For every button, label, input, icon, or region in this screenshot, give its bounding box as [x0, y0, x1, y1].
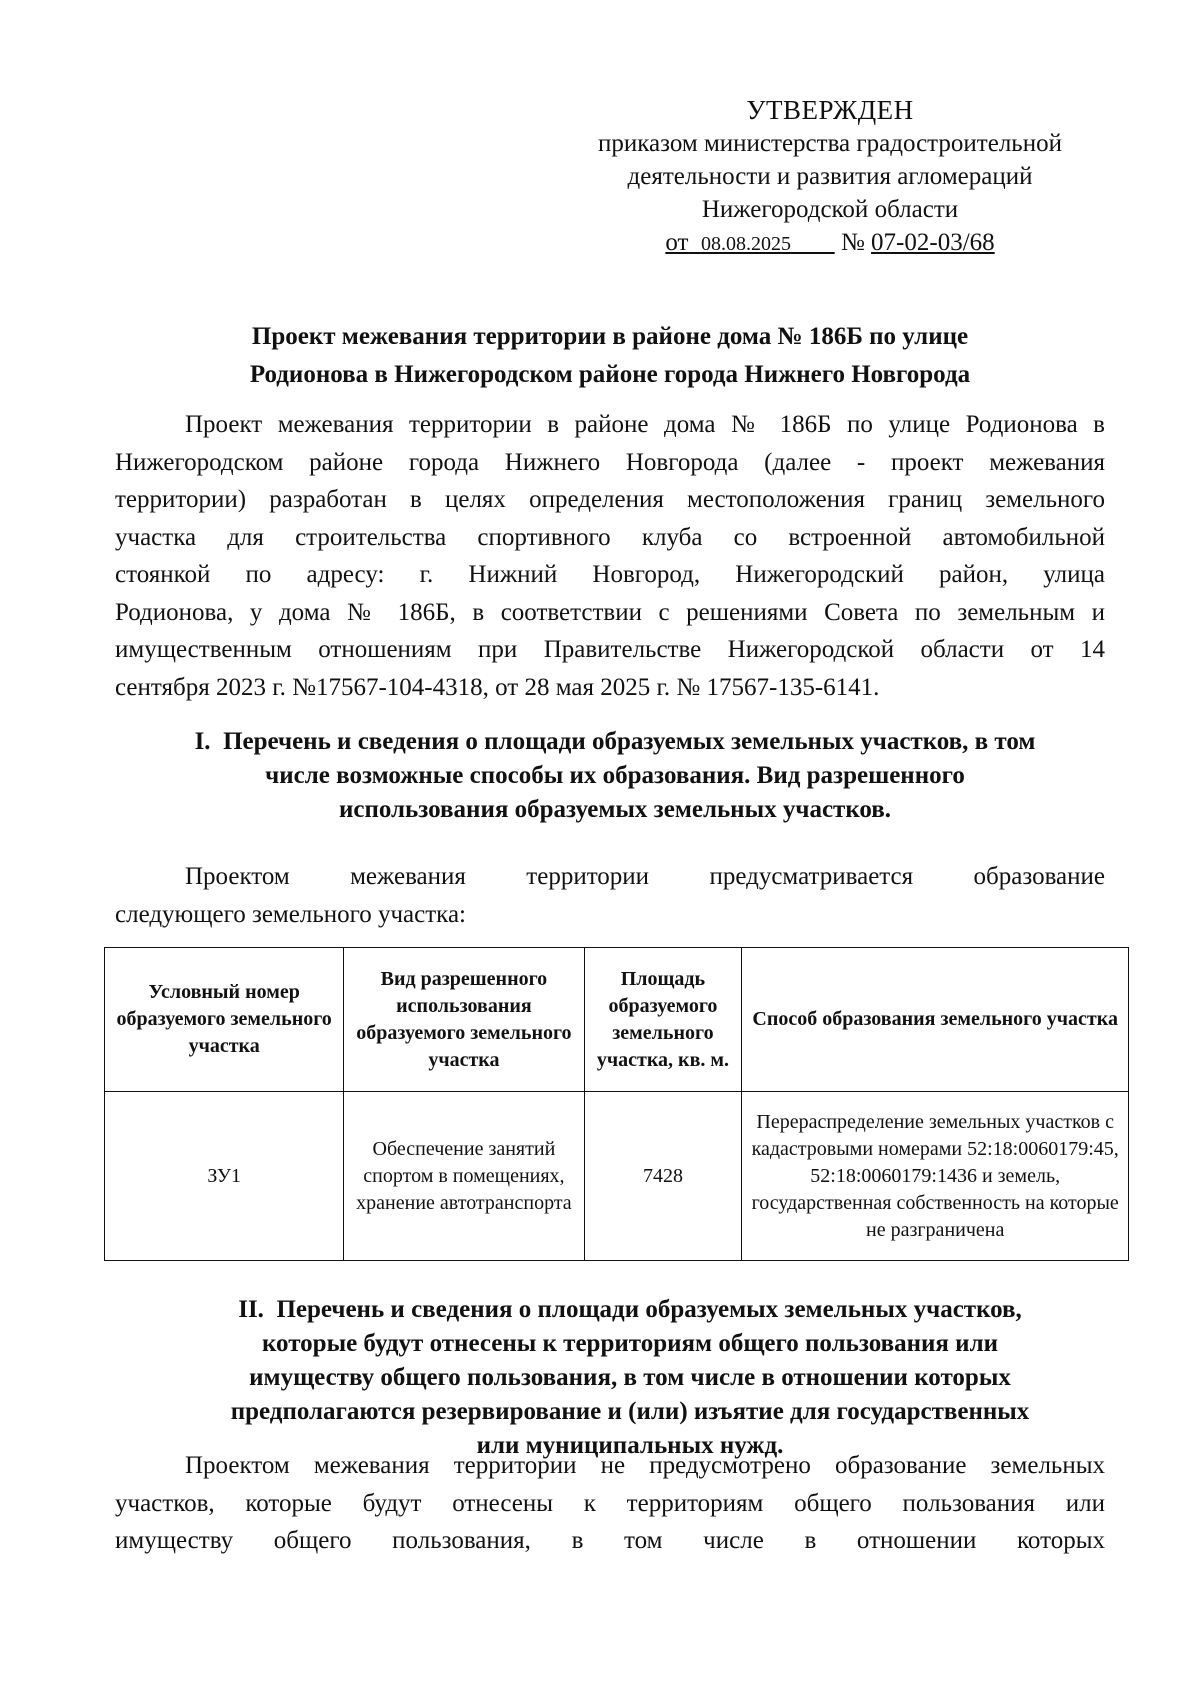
intro-line: территории) разработан в целях определения местоположения границ земельного [115, 486, 1105, 513]
section-2-line: Проектом межевания территории не предусмотрено образование земельных [185, 1452, 1105, 1479]
intro-line: Проект межевания территории в районе дома № 186Б по улице Родионова в [185, 411, 1105, 438]
section-2-heading-line: которые будут отнесены к территориям общего пользования или [261, 1330, 999, 1357]
section-2-paragraph [115, 1447, 1105, 1560]
cell-area: 7428 [584, 1092, 742, 1261]
document-title-line-2: Родионова в Нижегородском районе города Нижнего Новгорода [249, 361, 971, 388]
intro-line: Родионова, у дома № 186Б, в соответствии с решениями Совета по земельным и [115, 598, 1105, 626]
approval-number-prefix: № [840, 229, 865, 256]
intro-line: имущественным отношениям при Правительстве Нижегородской области от 14 [115, 636, 1105, 663]
intro-line: участка для строительства спортивного клуба со встроенной автомобильной [115, 523, 1105, 551]
intro-line: сентября 2023 г. №17567-104-4318, от 28 мая 2025 г. № 17567-135-6141. [115, 673, 880, 701]
section-2-heading-line: II. Перечень и сведения о площади образуемых земельных участков, [238, 1296, 1022, 1323]
section-1-line: следующего земельного участка: [115, 900, 466, 928]
section-1-heading [125, 725, 1105, 827]
approval-title: УТВЕРЖДЕН [746, 95, 914, 125]
approval-line-2: деятельности и развития агломераций [627, 163, 1033, 190]
cell-permitted-use: Обеспечение занятий спортом в помещениях, хранение автотранспорта [344, 1092, 584, 1261]
section-1-heading-line: I. Перечень и сведения о площади образуемых земельных участков, в том [194, 728, 1036, 755]
header-plot-number: Условный номер образуемого земельного участка [105, 948, 344, 1092]
section-2-heading-line: предполагаются резервирование и (или) изъятие для государственных [230, 1398, 1030, 1425]
table-header-row [105, 948, 1129, 1092]
intro-paragraph [115, 406, 1105, 706]
table-row [105, 1092, 1129, 1261]
section-1-heading-line: использования образуемых земельных участков. [338, 796, 892, 823]
header-area: Площадь образуемого земельного участка, кв. м. [584, 948, 742, 1092]
section-1-heading-line: числе возможные способы их образования. Вид разрешенного [265, 762, 965, 789]
approval-date-line [560, 226, 1100, 261]
section-1-line: Проектом межевания территории предусматривается образование [185, 863, 1105, 890]
section-2-heading-line: или муниципальных нужд. [476, 1432, 784, 1459]
section-2-heading [150, 1293, 1110, 1463]
approval-date-value: 08.08.2025 [700, 233, 791, 255]
intro-line: Нижегородском районе города Нижнего Новгорода (далее - проект межевания [115, 448, 1105, 476]
intro-line: стоянкой по адресу: г. Нижний Новгород, Нижегородский район, улица [115, 561, 1105, 588]
document-title [180, 318, 1040, 394]
approval-number-value: 07-02-03/68 [871, 229, 995, 256]
section-1-paragraph [115, 858, 1105, 933]
header-permitted-use: Вид разрешенного использования образуемого земельного участка [344, 948, 584, 1092]
section-2-numeral: II. [238, 1296, 264, 1323]
section-1-numeral: I. [194, 728, 211, 755]
approval-date [665, 229, 834, 256]
approval-block [560, 94, 1100, 261]
document-title-line-1: Проект межевания территории в районе дома № 186Б по улице [251, 323, 969, 350]
approval-line-1: приказом министерства градостроительной [598, 130, 1062, 157]
cell-formation-method: Перераспределение земельных участков с кадастровыми номерами 52:18:0060179:45, 52:18:0060179:1436 и земель, государственная собственность на которые не разграничена [742, 1092, 1129, 1261]
section-2-line: имуществу общего пользования, в том числе в отношении которых [115, 1527, 1105, 1554]
land-plots-table [104, 947, 1129, 1261]
approval-line-3: Нижегородской области [701, 196, 959, 223]
header-formation-method: Способ образования земельного участка [742, 948, 1129, 1092]
approval-date-prefix: от [665, 229, 689, 256]
section-2-line: участков, которые будут отнесены к территориям общего пользования или [115, 1489, 1105, 1517]
cell-plot-number: ЗУ1 [105, 1092, 344, 1261]
section-2-heading-line: имуществу общего пользования, в том числе в отношении которых [249, 1364, 1011, 1391]
